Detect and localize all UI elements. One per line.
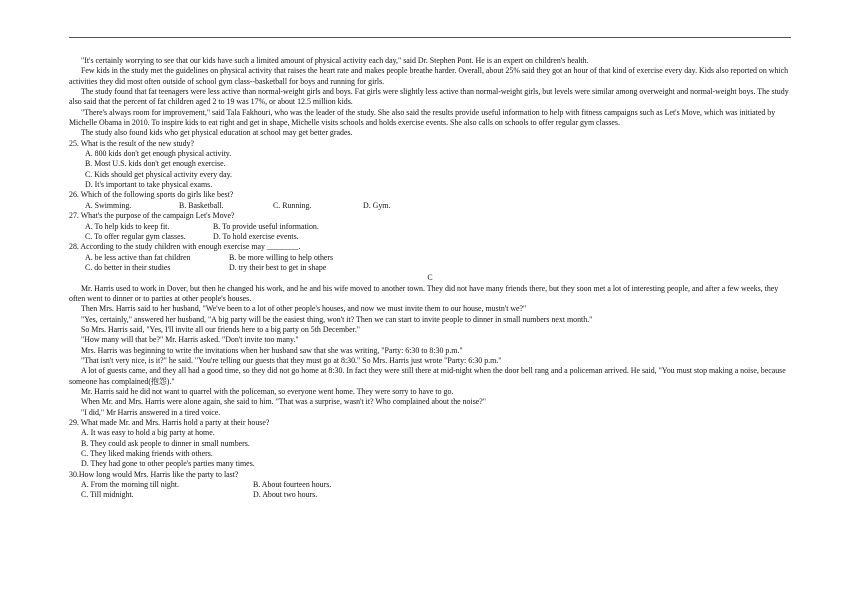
- option: B. be more willing to help others: [229, 252, 334, 262]
- section-heading: C: [427, 273, 433, 283]
- question-29: 29. What made Mr. and Mrs. Harris hold a party at their house?: [69, 418, 270, 428]
- option: B. They could ask people to dinner in small numbers.: [81, 438, 250, 448]
- options-row: [69, 480, 791, 490]
- option: C. Till midnight.: [81, 490, 134, 500]
- option: C. Kids should get physical activity every day.: [85, 169, 232, 179]
- option: A. Swimming.: [85, 200, 132, 210]
- option: D. They had gone to other people's parties many times.: [81, 459, 255, 469]
- option: C. do better in their studies: [85, 262, 171, 272]
- paragraph: "That isn't very nice, is it?" he said. "You're telling our guests that they must go at 8:30." So Mrs. Harris just wrote "Party: 6:30 p.m.": [81, 355, 502, 365]
- option: D. To hold exercise events.: [213, 231, 299, 241]
- options-row: [69, 490, 791, 500]
- options-row: [69, 253, 791, 263]
- option: C. To offer regular gym classes.: [85, 231, 186, 241]
- paragraph: "Yes, certainly," answered her husband, "A big party will be the easiest thing, won't it? Then we can start to invite people to dinner in small numbers next month.": [81, 314, 593, 324]
- paragraph: Then Mrs. Harris said to her husband, "We've been to a lot of other people's houses, and now we must invite them to our house, mustn't we?": [81, 304, 527, 314]
- paragraph: Mr. Harris said he did not want to quarrel with the policeman, so everyone went home. They were sorry to have to go.: [81, 387, 454, 396]
- header-rule: [69, 37, 791, 38]
- question-26: 26. Which of the following sports do girls like best?: [69, 190, 234, 200]
- option: A. To help kids to keep fit.: [85, 221, 170, 231]
- paragraph: When Mr. and Mrs. Harris were alone again, she said to him. "That was a surprise, wasn't it? Who complained about the noise?": [81, 397, 486, 407]
- question-27: 27. What's the purpose of the campaign Let's Move?: [69, 211, 235, 221]
- paragraph: "It's certainly worrying to see that our kids have such a limited amount of physical activity each day," said Dr. Stephen Pont. He is an expert on children's health.: [81, 56, 589, 65]
- option: A. From the morning till night.: [81, 480, 179, 490]
- question-30: 30.How long would Mrs. Harris like the party to last?: [69, 469, 239, 479]
- option: D. About two hours.: [253, 490, 318, 500]
- options-row: [69, 232, 791, 242]
- option: A. It was easy to hold a big party at home.: [81, 428, 215, 438]
- option: B. Basketball.: [179, 200, 224, 210]
- option: D. try their best to get in shape: [229, 262, 327, 272]
- paragraph: The study found that fat teenagers were less active than normal-weight girls and boys. Fat girls were slightly less active than normal-weight girls, but levels were similar among overweight and normal-weight boys. The study also said that the percent of fat children aged 2 to 19 was 17%, or about 12.5 million kids.: [69, 87, 789, 107]
- paragraph: "There's always room for improvement," said Tala Fakhouri, who was the leader of the study. She also said the results provide useful information to help with fitness campaigns such as Let's Move, which was initiated by Michelle Obama in 2010. To inspire kids to eat right and get in shape, Michelle visits schools and holds exercise events. She also calls on schools to offer regular gym classes.: [69, 107, 776, 128]
- option: C. Running.: [273, 200, 312, 210]
- option: D. It's important to take physical exams.: [85, 180, 213, 190]
- exam-document: [69, 56, 791, 501]
- paragraph: Mrs. Harris was beginning to write the invitations when her husband saw that she was writing, "Party: 6:30 to 8:30 p.m.": [81, 345, 463, 355]
- paragraph: Few kids in the study met the guidelines on physical activity that raises the heart rate and makes people breathe harder. Overall, about 25% said they got an hour of that kind of exercise every day. Kids also reported on which activities they did most often outside of school gym class--basketball for boys and running for girls.: [69, 66, 789, 86]
- options-row: [69, 222, 791, 232]
- question-25: 25. What is the result of the new study?: [69, 138, 194, 148]
- option: B. To provide useful information.: [213, 221, 319, 231]
- options-row: [69, 263, 791, 273]
- paragraph: A lot of guests came, and they all had a good time, so they did not go home at 8:30. In fact they were still there at mid-night when the door bell rang and a policeman arrived. He said, "You must stop making a noise, because someone has complained(抱怨).": [69, 366, 786, 386]
- option: A. be less active than fat children: [85, 252, 191, 262]
- question-28: 28. According to the study children with enough exercise may ________.: [69, 242, 301, 252]
- option: A. 800 kids don't get enough physical activity.: [85, 149, 232, 159]
- paragraph: Mr. Harris used to work in Dover, but then he changed his work, and he and his wife moved to another town. They did not have many friends there, but they soon met a lot of interesting people, and after a few weeks, they often went to dinner or to parties at other people's houses.: [69, 283, 779, 303]
- paragraph: The study also found kids who get physical education at school may get better grades.: [81, 128, 353, 138]
- paragraph: "I did," Mr Harris answered in a tired voice.: [81, 407, 221, 417]
- paragraph: So Mrs. Harris said, "Yes, I'll invite all our friends here to a big party on 5th December.": [81, 324, 361, 334]
- option: B. Most U.S. kids don't get enough exercise.: [85, 159, 226, 169]
- paragraph: "How many will that be?" Mr. Harris asked. "Don't invite too many.": [81, 335, 299, 345]
- options-row: [69, 201, 791, 211]
- option: B. About fourteen hours.: [253, 480, 332, 490]
- option: D. Gym.: [363, 200, 391, 210]
- option: C. They liked making friends with others.: [81, 449, 213, 459]
